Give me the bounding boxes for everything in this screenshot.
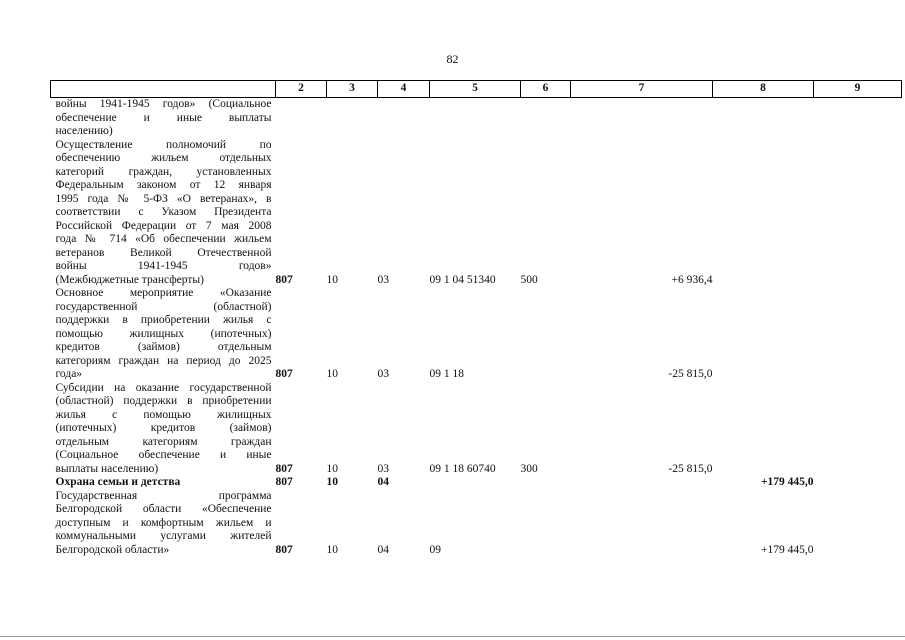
header-cell-4: 4 xyxy=(378,81,430,98)
row-description xyxy=(51,139,276,288)
cell-c7 xyxy=(571,476,713,490)
description-line: государственной (областной) xyxy=(55,300,272,313)
row-description xyxy=(51,490,276,558)
description-line: обеспечению жильем отдельных xyxy=(55,152,272,164)
cell-c9 xyxy=(814,382,902,477)
cell-c4: 04 xyxy=(377,543,389,556)
cell-c2: 807 xyxy=(275,476,293,488)
description-line: Государственная программа xyxy=(55,489,272,502)
header-cell-6: 6 xyxy=(521,81,571,98)
description-line: жилья с помощью жилищных xyxy=(55,408,272,421)
cell-c5 xyxy=(430,98,521,139)
description-line: Субсидии на оказание государственной xyxy=(55,381,272,394)
cell-c7 xyxy=(571,490,713,558)
scan-edge-line xyxy=(0,636,905,637)
row-description xyxy=(51,98,276,139)
description-line: отдельным категориям граждан xyxy=(55,435,272,448)
description-line: поддержки в приобретении жилья с xyxy=(55,314,272,326)
table-row xyxy=(51,287,902,382)
cell-c9 xyxy=(814,98,902,139)
description-line: категорий граждан, установленных xyxy=(55,165,272,178)
cell-c4: 03 xyxy=(377,368,389,380)
cell-c9 xyxy=(814,476,902,490)
table-row xyxy=(51,139,902,288)
cell-c3: 10 xyxy=(326,462,338,475)
table-row xyxy=(51,382,902,477)
cell-c4: 03 xyxy=(377,273,389,286)
cell-c2 xyxy=(276,98,327,139)
cell-c3: 10 xyxy=(326,476,338,488)
cell-c2: 807 xyxy=(275,462,293,475)
description-line: Федеральным законом от 12 января xyxy=(55,179,272,191)
description-line: Российской Федерации от 7 мая 2008 xyxy=(55,219,272,232)
cell-c9 xyxy=(814,139,902,288)
header-cell-7: 7 xyxy=(571,81,713,98)
description-line: (Межбюджетные трансферты) xyxy=(55,273,204,286)
description-line: соответствии с Указом Президента xyxy=(55,206,272,218)
header-cell-1 xyxy=(51,81,276,98)
description-line: Белгородской области» xyxy=(55,543,170,556)
table-row xyxy=(51,98,902,139)
description-line: войны 1941-1945 годов» xyxy=(55,260,272,272)
description-line: населению) xyxy=(55,125,113,137)
cell-c7: -25 815,0 xyxy=(668,462,713,475)
row-description xyxy=(51,476,276,490)
cell-c8 xyxy=(713,287,814,382)
cell-c6 xyxy=(521,476,571,490)
cell-c2: 807 xyxy=(275,543,293,556)
description-line: года № 714 «Об обеспечении жильем xyxy=(55,233,272,245)
cell-c6: 500 xyxy=(520,273,538,286)
cell-c6 xyxy=(521,490,571,558)
description-line: ветеранов Великой Отечественной xyxy=(55,246,272,259)
cell-c9 xyxy=(814,490,902,558)
cell-c2: 807 xyxy=(275,368,293,380)
cell-c5: 09 1 04 51340 xyxy=(429,273,496,286)
budget-table xyxy=(50,80,902,557)
cell-c4: 04 xyxy=(377,476,389,488)
description-line: Основное мероприятие «Оказание xyxy=(55,287,272,299)
cell-c5: 09 1 18 xyxy=(429,368,464,380)
description-line: кредитов (займов) отдельным xyxy=(55,341,272,353)
cell-c7: +6 936,4 xyxy=(671,273,713,286)
cell-c3: 10 xyxy=(326,543,338,556)
cell-c6 xyxy=(521,287,571,382)
cell-c3 xyxy=(327,98,378,139)
cell-c6: 300 xyxy=(520,462,538,475)
table-body xyxy=(51,98,902,558)
page-number: 82 xyxy=(446,52,459,66)
cell-c2: 807 xyxy=(275,273,293,286)
cell-c3: 10 xyxy=(326,368,338,380)
header-cell-9: 9 xyxy=(814,81,902,98)
description-line: помощью жилищных (ипотечных) xyxy=(55,327,272,340)
header-cell-3: 3 xyxy=(327,81,378,98)
description-line: Охрана семьи и детства xyxy=(55,476,181,488)
description-line: Осуществление полномочий по xyxy=(55,138,272,151)
description-line: коммунальными услугами жителей xyxy=(55,530,272,542)
description-line: обеспечение и иные выплаты xyxy=(55,111,272,124)
description-line: года» xyxy=(55,368,83,380)
cell-c8 xyxy=(713,98,814,139)
description-line: (ипотечных) кредитов (займов) xyxy=(55,422,272,434)
header-cell-2: 2 xyxy=(276,81,327,98)
cell-c8: +179 445,0 xyxy=(760,476,814,488)
description-line: Белгородской области «Обеспечение xyxy=(55,503,272,515)
cell-c8: +179 445,0 xyxy=(761,543,814,556)
description-line: (областной) поддержки в приобретении xyxy=(55,395,272,407)
cell-c9 xyxy=(814,287,902,382)
description-line: войны 1941-1945 годов» (Социальное xyxy=(55,98,272,110)
cell-c8 xyxy=(713,382,814,477)
header-cell-5: 5 xyxy=(430,81,521,98)
cell-c4: 03 xyxy=(377,462,389,475)
cell-c7 xyxy=(571,98,713,139)
cell-c3: 10 xyxy=(326,273,338,286)
description-line: категориям граждан на период до 2025 xyxy=(55,354,272,367)
header-row xyxy=(51,81,902,98)
table-row xyxy=(51,476,902,490)
row-description xyxy=(51,382,276,477)
cell-c4 xyxy=(378,98,430,139)
cell-c6 xyxy=(521,98,571,139)
description-line: 1995 года № 5-ФЗ «О ветеранах», в xyxy=(55,192,272,205)
description-line: (Социальное обеспечение и иные xyxy=(55,449,272,461)
row-description xyxy=(51,287,276,382)
cell-c8 xyxy=(713,139,814,288)
table-row xyxy=(51,490,902,558)
description-line: доступным и комфортным жильем и xyxy=(55,516,272,529)
cell-c5: 09 1 18 60740 xyxy=(429,462,496,475)
cell-c5: 09 xyxy=(429,543,441,556)
description-line: выплаты населению) xyxy=(55,462,159,475)
header-cell-8: 8 xyxy=(713,81,814,98)
cell-c7: -25 815,0 xyxy=(668,368,713,380)
cell-c5 xyxy=(430,476,521,490)
